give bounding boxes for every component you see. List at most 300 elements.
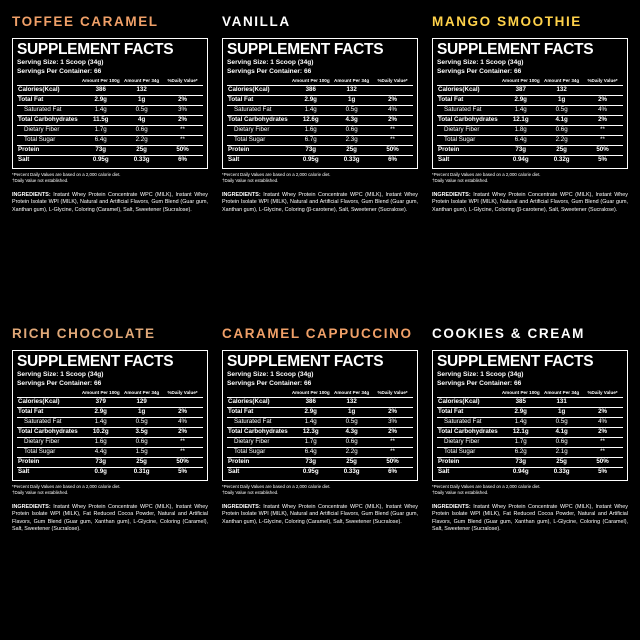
nutrient-label: Saturated Fat	[227, 418, 290, 428]
table-row	[227, 136, 413, 146]
nutrient-value: 25g	[331, 458, 372, 468]
nutrient-value: 0.6g	[331, 438, 372, 448]
nutrient-value: 386	[290, 86, 331, 96]
nutrient-value: 6%	[372, 468, 413, 478]
nutrient-value: 5%	[582, 156, 623, 166]
nutrient-value: 0.31g	[121, 468, 162, 478]
nutrient-value: 129	[121, 398, 162, 408]
footnotes	[432, 484, 628, 496]
ingredients-label: INGREDIENTS:	[432, 504, 471, 511]
nutrient-label: Total Fat	[17, 408, 80, 418]
nutrient-value: 0.6g	[331, 126, 372, 136]
nutrient-value: 6.4g	[290, 448, 331, 458]
nutrient-value: 2%	[162, 96, 203, 106]
nutrient-value: 0.95g	[290, 156, 331, 166]
nutrient-label: Saturated Fat	[437, 418, 500, 428]
footnotes	[222, 484, 418, 496]
nutrient-label: Total Fat	[437, 408, 500, 418]
table-row	[437, 428, 623, 438]
nutrient-value: 2%	[582, 408, 623, 418]
nutrient-value: 50%	[372, 146, 413, 156]
flavor-title: TOFFEE CARAMEL	[12, 14, 159, 29]
table-row	[227, 408, 413, 418]
ingredients-label: INGREDIENTS:	[222, 504, 261, 511]
table-row	[17, 86, 203, 96]
nutrient-value: 1.6g	[80, 438, 121, 448]
nutrient-value: 386	[80, 86, 121, 96]
nutrient-value: 0.5g	[121, 418, 162, 428]
nutrition-table	[17, 390, 203, 477]
ingredients-text: Instant Whey Protein Concentrate WPC (MILK), Instant Whey Protein Isolate WPI (MILK), Natural and Artificial Flavors, Gum Blend (Guar gum, Xanthan gum), L-Glycine, Coloring (β-carotene), Salt, Sweetener (Sucralose).	[432, 192, 628, 213]
nutrient-column-header	[227, 78, 290, 86]
nutrient-column-header	[17, 78, 80, 86]
nutrient-value: 132	[331, 86, 372, 96]
column-header: %Daily Value*	[587, 78, 618, 84]
column-header: %Daily Value*	[167, 390, 198, 396]
flavor-panel	[222, 326, 418, 630]
serving-info	[227, 59, 413, 76]
supplement-facts-heading: SUPPLEMENT FACTS	[17, 41, 174, 58]
table-row	[227, 96, 413, 106]
nutrient-value: **	[582, 448, 623, 458]
nutrient-label: Protein	[17, 146, 80, 156]
nutrient-value	[582, 86, 623, 96]
nutrient-value: 2%	[372, 408, 413, 418]
nutrient-value: 4.3g	[331, 428, 372, 438]
serving-size: Serving Size: 1 Scoop (34g)	[227, 371, 314, 379]
nutrient-label: Saturated Fat	[17, 418, 80, 428]
table-row	[227, 156, 413, 166]
ingredients-label: INGREDIENTS:	[222, 192, 261, 199]
nutrient-value: **	[372, 126, 413, 136]
nutrient-value: 2%	[162, 408, 203, 418]
nutrient-value	[162, 86, 203, 96]
table-row	[17, 156, 203, 166]
footnotes	[432, 172, 628, 184]
nutrient-value: 132	[331, 398, 372, 408]
table-row	[437, 86, 623, 96]
nutrient-value: 4.4g	[80, 448, 121, 458]
nutrient-value: 0.6g	[121, 438, 162, 448]
nutrient-value: 4%	[372, 106, 413, 116]
nutrient-label: Calories(Kcal)	[227, 86, 290, 96]
nutrient-value: 2.2g	[121, 136, 162, 146]
nutrient-value: 73g	[80, 458, 121, 468]
footnote-not-established: †Daily Value not established.	[12, 178, 69, 184]
ingredients-label: INGREDIENTS:	[12, 504, 51, 511]
supplement-facts-box	[432, 38, 628, 169]
nutrient-value: 0.6g	[121, 126, 162, 136]
table-row	[17, 468, 203, 478]
nutrient-value: **	[162, 438, 203, 448]
nutrient-value: 0.95g	[290, 468, 331, 478]
table-row	[227, 458, 413, 468]
nutrient-value: 2.1g	[541, 448, 582, 458]
nutrient-value: **	[582, 438, 623, 448]
column-header: %Daily Value*	[377, 390, 408, 396]
column-header: Amount Per 100g	[501, 78, 540, 84]
nutrient-value: 2%	[372, 96, 413, 106]
table-row	[437, 96, 623, 106]
nutrient-value: 2%	[372, 116, 413, 126]
table-row	[437, 146, 623, 156]
serving-size: Serving Size: 1 Scoop (34g)	[437, 59, 524, 67]
nutrient-value: 73g	[290, 458, 331, 468]
table-row	[17, 136, 203, 146]
serving-size: Serving Size: 1 Scoop (34g)	[17, 371, 104, 379]
nutrient-value: 25g	[541, 458, 582, 468]
nutrient-value: 6.2g	[500, 448, 541, 458]
supplement-facts-heading: SUPPLEMENT FACTS	[437, 41, 594, 58]
nutrient-value: 6%	[162, 156, 203, 166]
footnote-not-established: †Daily Value not established.	[222, 490, 279, 496]
column-header: Amount Per 100g	[291, 78, 330, 84]
nutrient-value: 2.9g	[290, 96, 331, 106]
nutrient-value: **	[582, 136, 623, 146]
table-row	[227, 448, 413, 458]
nutrient-label: Salt	[437, 156, 500, 166]
ingredients-text: Instant Whey Protein Concentrate WPC (MILK), Instant Whey Protein Isolate WPI (MILK), Natural and Artificial Flavors, Gum Blend (Guar gum, Xanthan gum), L-Glycine, Coloring (β-carotene), Salt, Sweetener (Sucralose).	[222, 192, 418, 213]
nutrient-column-header	[437, 78, 500, 86]
table-row	[227, 106, 413, 116]
nutrient-value: 2.3g	[331, 136, 372, 146]
table-row	[227, 428, 413, 438]
column-header: Amount Per 34g	[544, 78, 580, 84]
nutrient-label: Total Sugar	[17, 136, 80, 146]
nutrient-value: 5%	[582, 468, 623, 478]
nutrient-value: 0.33g	[331, 156, 372, 166]
nutrient-value: 0.6g	[541, 438, 582, 448]
nutrient-value: 3%	[372, 418, 413, 428]
nutrient-label: Calories(Kcal)	[17, 398, 80, 408]
flavor-panel	[432, 14, 628, 318]
nutrient-label: Total Sugar	[437, 448, 500, 458]
nutrient-label: Dietary Fiber	[437, 438, 500, 448]
nutrient-value: 73g	[500, 146, 541, 156]
nutrient-label: Protein	[437, 458, 500, 468]
table-row	[437, 116, 623, 126]
nutrient-label: Total Sugar	[437, 136, 500, 146]
footnote-not-established: †Daily Value not established.	[432, 490, 489, 496]
nutrient-label: Total Carbohydrates	[437, 428, 500, 438]
table-row	[437, 136, 623, 146]
nutrient-value: 4.3g	[331, 116, 372, 126]
nutrient-label: Calories(Kcal)	[17, 86, 80, 96]
serving-info	[227, 371, 413, 388]
table-row	[437, 106, 623, 116]
servings-per-container: Servings Per Container: 66	[17, 379, 102, 387]
nutrient-value: 25g	[331, 146, 372, 156]
table-row	[437, 458, 623, 468]
flavor-panel	[12, 14, 208, 318]
table-row	[17, 96, 203, 106]
nutrient-value: **	[372, 448, 413, 458]
table-row	[17, 448, 203, 458]
nutrient-value: **	[582, 126, 623, 136]
nutrient-label: Calories(Kcal)	[227, 398, 290, 408]
table-row	[437, 438, 623, 448]
column-header: Amount Per 34g	[544, 390, 580, 396]
nutrient-value: 6.7g	[290, 136, 331, 146]
nutrient-value: 132	[121, 86, 162, 96]
nutrient-value: 1.7g	[80, 126, 121, 136]
nutrient-value: 1.4g	[290, 106, 331, 116]
ingredients-label: INGREDIENTS:	[432, 192, 471, 199]
nutrient-label: Dietary Fiber	[17, 126, 80, 136]
footnotes	[222, 172, 418, 184]
ingredients-block	[432, 504, 628, 533]
nutrient-value: 2.2g	[541, 136, 582, 146]
nutrient-value: 73g	[80, 146, 121, 156]
serving-info	[437, 59, 623, 76]
flavor-title: MANGO SMOOTHIE	[432, 14, 582, 29]
nutrient-value: **	[372, 136, 413, 146]
nutrient-value: 1.4g	[80, 418, 121, 428]
ingredients-block	[222, 504, 418, 526]
column-header: Amount Per 34g	[124, 78, 160, 84]
nutrient-value: 1g	[331, 96, 372, 106]
nutrient-value: **	[372, 438, 413, 448]
flavor-panel	[222, 14, 418, 318]
column-header: %Daily Value*	[167, 78, 198, 84]
nutrient-label: Protein	[227, 146, 290, 156]
nutrient-column-header	[227, 390, 290, 398]
nutrient-label: Total Fat	[17, 96, 80, 106]
nutrient-value: 2.2g	[331, 448, 372, 458]
table-row	[227, 418, 413, 428]
supplement-facts-box	[12, 38, 208, 169]
nutrient-value: 50%	[372, 458, 413, 468]
serving-info	[17, 371, 203, 388]
nutrient-value: 0.94g	[500, 156, 541, 166]
table-row	[17, 398, 203, 408]
nutrient-value: 1g	[121, 96, 162, 106]
nutrient-value: 12.6g	[290, 116, 331, 126]
servings-per-container: Servings Per Container: 66	[437, 379, 522, 387]
nutrient-value: 2%	[162, 116, 203, 126]
footnote-daily-value: *Percent Daily Values are based on a 2,000 calorie diet.	[222, 172, 331, 178]
footnote-daily-value: *Percent Daily Values are based on a 2,000 calorie diet.	[432, 484, 541, 490]
nutrient-value: 0.5g	[331, 106, 372, 116]
nutrient-value: 1.8g	[500, 126, 541, 136]
nutrient-label: Total Carbohydrates	[437, 116, 500, 126]
nutrient-value	[372, 398, 413, 408]
nutrient-label: Calories(Kcal)	[437, 86, 500, 96]
nutrient-label: Total Fat	[227, 96, 290, 106]
footnote-not-established: †Daily Value not established.	[12, 490, 69, 496]
column-header: Amount Per 100g	[81, 390, 120, 396]
nutrient-value: 1.6g	[290, 126, 331, 136]
nutrient-label: Salt	[227, 156, 290, 166]
nutrient-value: 2%	[372, 428, 413, 438]
nutrient-value: 2.9g	[290, 408, 331, 418]
column-header: Amount Per 100g	[291, 390, 330, 396]
nutrient-value: 0.6g	[541, 126, 582, 136]
column-header: %Daily Value*	[377, 78, 408, 84]
nutrient-value: 4g	[121, 116, 162, 126]
nutrient-label: Salt	[227, 468, 290, 478]
table-row	[17, 428, 203, 438]
nutrient-value: 10.2g	[80, 428, 121, 438]
nutrient-value: 0.33g	[541, 468, 582, 478]
nutrient-value: 1g	[541, 96, 582, 106]
nutrient-value: 25g	[121, 458, 162, 468]
footnote-daily-value: *Percent Daily Values are based on a 2,000 calorie diet.	[12, 484, 121, 490]
nutrient-value: 12.1g	[500, 428, 541, 438]
nutrient-value: 3%	[162, 106, 203, 116]
nutrient-value: 0.95g	[80, 156, 121, 166]
nutrient-label: Total Sugar	[17, 448, 80, 458]
nutrition-table	[437, 390, 623, 477]
nutrient-value: 1.7g	[500, 438, 541, 448]
nutrient-value: 1.4g	[80, 106, 121, 116]
servings-per-container: Servings Per Container: 66	[227, 67, 312, 75]
nutrient-value: 5%	[162, 468, 203, 478]
nutrient-label: Saturated Fat	[17, 106, 80, 116]
nutrient-value: 12.1g	[500, 116, 541, 126]
nutrient-label: Dietary Fiber	[227, 126, 290, 136]
flavor-title: VANILLA	[222, 14, 291, 29]
serving-info	[17, 59, 203, 76]
table-row	[227, 468, 413, 478]
servings-per-container: Servings Per Container: 66	[17, 67, 102, 75]
supplement-facts-box	[222, 38, 418, 169]
nutrient-value: 0.5g	[121, 106, 162, 116]
supplement-facts-box	[222, 350, 418, 481]
nutrient-value: 1.4g	[500, 418, 541, 428]
serving-info	[437, 371, 623, 388]
column-header: %Daily Value*	[587, 390, 618, 396]
nutrient-value	[372, 86, 413, 96]
nutrient-label: Dietary Fiber	[437, 126, 500, 136]
nutrient-value: 25g	[541, 146, 582, 156]
table-row	[227, 438, 413, 448]
nutrient-value: 4%	[582, 106, 623, 116]
nutrient-value: 6.4g	[80, 136, 121, 146]
footnotes	[12, 172, 208, 184]
nutrient-value: 3.5g	[121, 428, 162, 438]
table-row	[437, 408, 623, 418]
table-row	[227, 146, 413, 156]
nutrient-value: 2%	[582, 428, 623, 438]
ingredients-text: Instant Whey Protein Concentrate WPC (MILK), Instant Whey Protein Isolate WPI (MILK), Fat Reduced Cocoa Powder, Natural and Artificial Flavors, Gum Blend (Guar gum, Xanthan gum), L-Glycine, Coloring (Caramel), Salt, Sweetener (Sucralose).	[12, 504, 208, 532]
table-row	[17, 408, 203, 418]
ingredients-block	[432, 192, 628, 214]
ingredients-block	[12, 504, 208, 533]
nutrient-value: 6%	[372, 156, 413, 166]
nutrient-value: 0.5g	[331, 418, 372, 428]
nutrient-label: Salt	[437, 468, 500, 478]
nutrient-label: Protein	[227, 458, 290, 468]
nutrient-label: Saturated Fat	[437, 106, 500, 116]
nutrient-value: 50%	[582, 146, 623, 156]
nutrient-value: 1g	[121, 408, 162, 418]
nutrient-value: 1g	[331, 408, 372, 418]
nutrient-value: 50%	[582, 458, 623, 468]
nutrient-label: Salt	[17, 156, 80, 166]
nutrient-label: Protein	[17, 458, 80, 468]
footnote-not-established: †Daily Value not established.	[432, 178, 489, 184]
table-row	[17, 418, 203, 428]
table-row	[227, 398, 413, 408]
nutrient-label: Total Carbohydrates	[227, 116, 290, 126]
nutrient-value: 2%	[582, 116, 623, 126]
table-row	[437, 126, 623, 136]
nutrient-value: 6.4g	[500, 136, 541, 146]
nutrient-value: 4.1g	[541, 116, 582, 126]
nutrient-value: 132	[541, 86, 582, 96]
nutrient-value: 131	[541, 398, 582, 408]
nutrient-value: 4%	[162, 418, 203, 428]
nutrient-value: 1.4g	[290, 418, 331, 428]
nutrient-value	[582, 398, 623, 408]
nutrient-value: 0.9g	[80, 468, 121, 478]
footnote-not-established: †Daily Value not established.	[222, 178, 279, 184]
flavor-title: RICH CHOCOLATE	[12, 326, 156, 341]
flavor-title: COOKIES & CREAM	[432, 326, 586, 341]
nutrient-value: 0.33g	[331, 468, 372, 478]
nutrient-label: Total Carbohydrates	[17, 428, 80, 438]
nutrient-label: Dietary Fiber	[17, 438, 80, 448]
nutrient-value: 73g	[500, 458, 541, 468]
servings-per-container: Servings Per Container: 66	[437, 67, 522, 75]
serving-size: Serving Size: 1 Scoop (34g)	[17, 59, 104, 67]
column-header: Amount Per 100g	[81, 78, 120, 84]
ingredients-text: Instant Whey Protein Concentrate WPC (MILK), Instant Whey Protein Isolate WPI (MILK), Natural and Artificial Flavors, Gum Blend (Guar gum, Xanthan gum), L-Glycine, Coloring (Caramel), Salt, Sweetener (Sucralose).	[222, 504, 418, 525]
footnote-daily-value: *Percent Daily Values are based on a 2,000 calorie diet.	[12, 172, 121, 178]
footnote-daily-value: *Percent Daily Values are based on a 2,000 calorie diet.	[222, 484, 331, 490]
table-row	[437, 468, 623, 478]
ingredients-block	[12, 192, 208, 214]
table-row	[17, 116, 203, 126]
servings-per-container: Servings Per Container: 66	[227, 379, 312, 387]
nutrient-value: 4%	[582, 418, 623, 428]
table-row	[437, 418, 623, 428]
supplement-facts-heading: SUPPLEMENT FACTS	[437, 353, 594, 370]
supplement-facts-heading: SUPPLEMENT FACTS	[227, 353, 384, 370]
table-row	[17, 126, 203, 136]
nutrient-column-header	[17, 390, 80, 398]
flavor-panel	[432, 326, 628, 630]
nutrient-value: **	[162, 448, 203, 458]
ingredients-text: Instant Whey Protein Concentrate WPC (MILK), Instant Whey Protein Isolate WPI (MILK), Fat Reduced Cocoa Powder, Natural and Artificial Flavors, Gum Blend (Guar gum, Xanthan gum), L-Glycine, Coloring (Caramel), Salt, Sweetener (Sucralose).	[432, 504, 628, 532]
nutrient-value: 385	[500, 398, 541, 408]
nutrient-value: 73g	[290, 146, 331, 156]
serving-size: Serving Size: 1 Scoop (34g)	[227, 59, 314, 67]
table-row	[227, 116, 413, 126]
nutrient-value: 1.7g	[290, 438, 331, 448]
nutrition-table	[227, 78, 413, 165]
nutrient-value: 1g	[541, 408, 582, 418]
nutrient-value: 2%	[582, 96, 623, 106]
nutrient-value: 11.5g	[80, 116, 121, 126]
nutrition-table	[437, 78, 623, 165]
nutrient-column-header	[437, 390, 500, 398]
column-header: Amount Per 34g	[124, 390, 160, 396]
nutrition-table	[17, 78, 203, 165]
table-row	[437, 398, 623, 408]
table-row	[17, 146, 203, 156]
nutrient-value: 25g	[121, 146, 162, 156]
nutrient-value: 50%	[162, 458, 203, 468]
nutrient-value: **	[162, 126, 203, 136]
table-row	[17, 438, 203, 448]
nutrient-value: 0.32g	[541, 156, 582, 166]
nutrition-table	[227, 390, 413, 477]
nutrient-value: 2.9g	[500, 96, 541, 106]
nutrient-value: **	[162, 136, 203, 146]
nutrient-value: 1.5g	[121, 448, 162, 458]
